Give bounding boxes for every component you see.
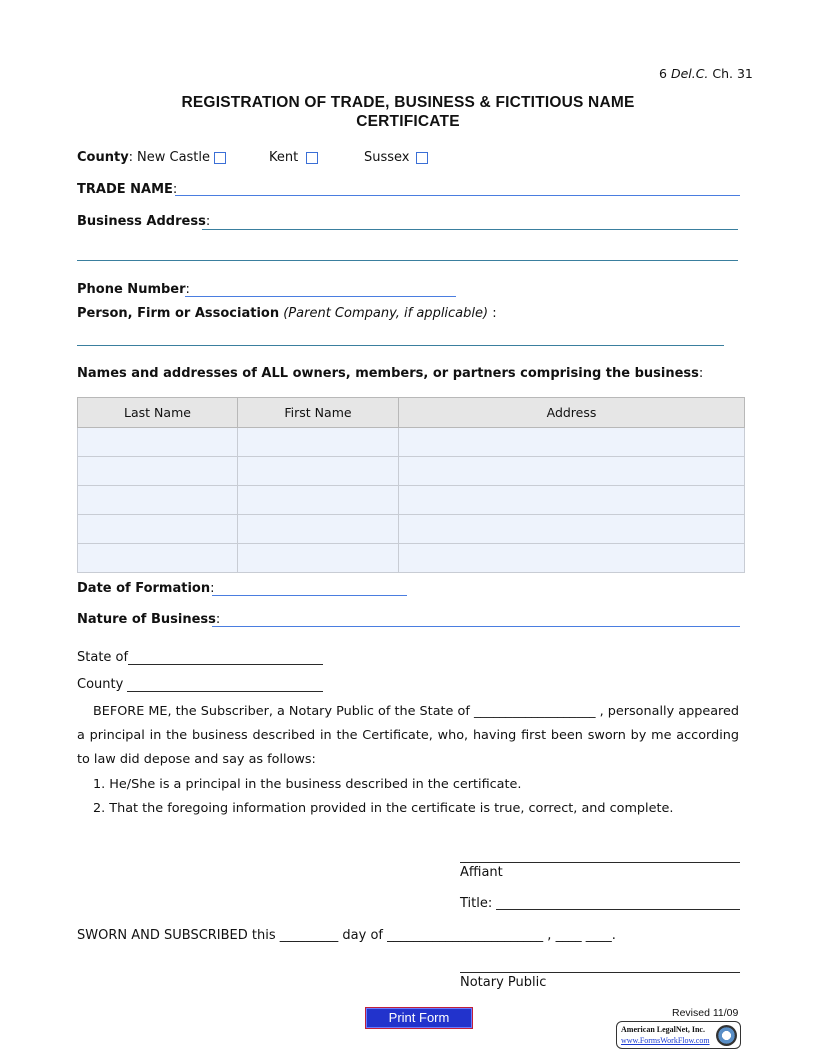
notary-public-label: Notary Public xyxy=(460,975,547,990)
notary-paragraph-part1: BEFORE ME, the Subscriber, a Notary Public of the State of xyxy=(93,704,470,719)
date-formation-colon: : xyxy=(210,581,215,596)
sworn-comma: , xyxy=(547,928,552,943)
form-title-line2: CERTIFICATE xyxy=(356,113,460,130)
county-option-sussex-label: Sussex xyxy=(364,150,410,165)
phone-colon: : xyxy=(185,282,190,297)
first-name-cell[interactable] xyxy=(238,457,399,486)
county-option-new-castle-label: New Castle xyxy=(137,150,211,165)
notary-county-line xyxy=(127,691,323,692)
county-option-kent-label: Kent xyxy=(269,150,299,165)
nature-business-colon: : xyxy=(215,612,221,627)
business-address-label-group xyxy=(77,214,210,229)
affiant-label: Affiant xyxy=(460,865,503,880)
notary-paragraph-part2: , personally appeared a principal in the business described in the Certificate, who, having first been sworn by me according to law did depose and say as follows: xyxy=(77,704,740,767)
checkbox-sussex[interactable] xyxy=(416,152,428,164)
logo-website: www.FormsWorkFlow.com xyxy=(621,1036,710,1045)
last-name-cell[interactable] xyxy=(78,486,238,515)
column-header-last-name: Last Name xyxy=(78,398,238,428)
revised-date: Revised 11/09 xyxy=(672,1007,739,1019)
sworn-day-blank: _________ xyxy=(279,928,339,943)
checkbox-kent[interactable] xyxy=(306,152,318,164)
checkbox-new-castle[interactable] xyxy=(214,152,226,164)
sworn-text-2: day of xyxy=(342,928,383,943)
county-row xyxy=(77,150,133,165)
column-header-first-name: First Name xyxy=(238,398,399,428)
business-address-colon: : xyxy=(205,214,211,229)
table-row xyxy=(78,486,745,515)
first-name-cell[interactable] xyxy=(238,428,399,457)
nature-business-label: Nature of Business xyxy=(77,612,216,627)
first-name-cell[interactable] xyxy=(238,544,399,573)
date-formation-label: Date of Formation xyxy=(77,581,211,596)
nature-business-label-group xyxy=(77,612,220,627)
notary-paragraph xyxy=(77,700,739,772)
last-name-cell[interactable] xyxy=(78,428,238,457)
last-name-cell[interactable] xyxy=(78,515,238,544)
title-label: Title: xyxy=(460,896,493,911)
state-of-line xyxy=(128,664,323,665)
logo-company-name: American LegalNet, Inc. xyxy=(621,1025,705,1034)
sworn-month-blank: ________________________ xyxy=(387,928,544,943)
nature-business-input[interactable] xyxy=(212,626,740,627)
owners-heading: Names and addresses of ALL owners, members, or partners comprising the business xyxy=(77,366,699,381)
last-name-cell[interactable] xyxy=(78,544,238,573)
column-header-address: Address xyxy=(399,398,745,428)
affiant-signature-line xyxy=(460,862,740,863)
notary-item-1: 1. He/She is a principal in the business described in the certificate. xyxy=(93,777,522,792)
address-cell[interactable] xyxy=(399,515,745,544)
americanlegalnet-logo[interactable] xyxy=(616,1021,741,1049)
table-row xyxy=(78,428,745,457)
notary-item-2: 2. That the foregoing information provided in the certificate is true, correct, and complete. xyxy=(93,801,674,816)
county-label: County xyxy=(77,150,129,165)
first-name-cell[interactable] xyxy=(238,486,399,515)
person-firm-note: (Parent Company, if applicable) xyxy=(283,306,489,321)
statute-suffix: Ch. 31 xyxy=(708,66,753,81)
owners-heading-colon: : xyxy=(698,366,704,381)
statute-reference xyxy=(659,66,753,81)
person-firm-input[interactable] xyxy=(77,345,724,346)
business-address-input-line2[interactable] xyxy=(77,260,738,261)
business-address-input-line1[interactable] xyxy=(202,229,738,230)
owners-heading-group xyxy=(77,366,703,381)
address-cell[interactable] xyxy=(399,544,745,573)
county-colon: : xyxy=(128,150,134,165)
title-line xyxy=(496,909,740,910)
notary-signature-line xyxy=(460,972,740,973)
phone-label-group xyxy=(77,282,190,297)
trade-name-label: TRADE NAME xyxy=(77,182,173,197)
person-firm-label-group xyxy=(77,306,497,321)
owners-table-header-row xyxy=(78,398,745,428)
business-address-label: Business Address xyxy=(77,214,206,229)
trade-name-input[interactable] xyxy=(175,195,740,196)
table-row xyxy=(78,515,745,544)
table-row xyxy=(78,457,745,486)
notary-county-label: County xyxy=(77,677,124,692)
phone-input[interactable] xyxy=(185,296,456,297)
address-cell[interactable] xyxy=(399,486,745,515)
print-form-button[interactable]: Print Form xyxy=(365,1007,473,1029)
sworn-year-blank: ____ ____. xyxy=(555,928,616,943)
statute-prefix: 6 xyxy=(659,66,671,81)
form-title-line1: REGISTRATION OF TRADE, BUSINESS & FICTITIOUS NAME xyxy=(181,94,635,111)
person-firm-label: Person, Firm or Association xyxy=(77,306,280,321)
notary-state-blank: ___________________ xyxy=(473,704,596,719)
table-row xyxy=(78,544,745,573)
statute-code: Del.C. xyxy=(670,66,709,81)
state-of-label: State of xyxy=(77,650,129,665)
first-name-cell[interactable] xyxy=(238,515,399,544)
sworn-text-1: SWORN AND SUBSCRIBED this xyxy=(77,928,276,943)
trade-name-colon: : xyxy=(172,182,178,197)
owners-table xyxy=(77,397,745,573)
person-firm-colon: : xyxy=(488,306,497,321)
last-name-cell[interactable] xyxy=(78,457,238,486)
phone-label: Phone Number xyxy=(77,282,186,297)
logo-seal-icon xyxy=(716,1025,737,1046)
sworn-statement xyxy=(77,928,616,943)
date-formation-input[interactable] xyxy=(212,595,407,596)
date-formation-label-group xyxy=(77,581,215,596)
address-cell[interactable] xyxy=(399,457,745,486)
address-cell[interactable] xyxy=(399,428,745,457)
trade-name-label-group xyxy=(77,182,177,197)
